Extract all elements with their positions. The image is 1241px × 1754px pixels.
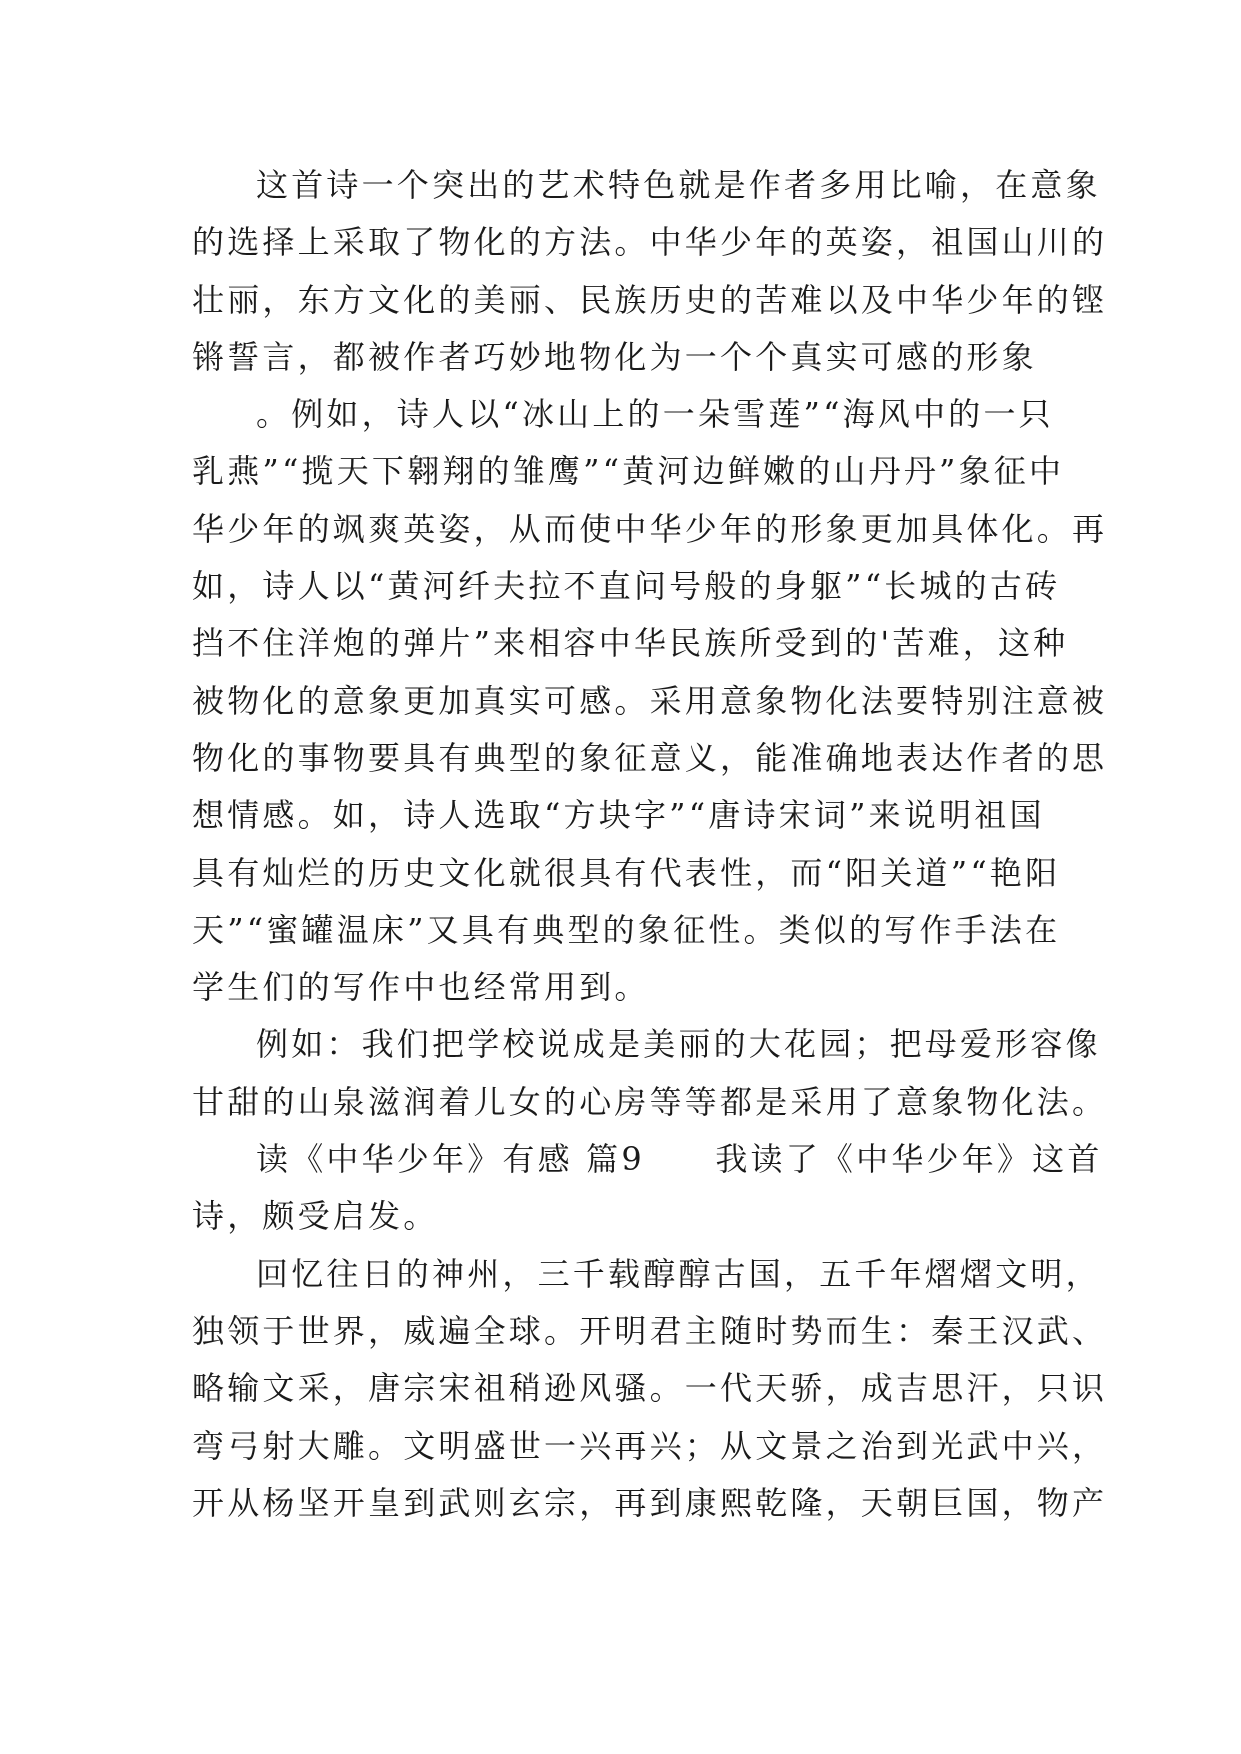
text-line: 甘甜的山泉滋润着儿女的心房等等都是采用了意象物化法。 xyxy=(192,1082,1108,1121)
text-line: 物化的事物要具有典型的象征意义，能准确地表达作者的思 xyxy=(192,738,1108,777)
text-line: 挡不住洋炮的弹片”来相容中华民族所受到的'苦难，这种 xyxy=(192,624,1069,663)
text-line: 读《中华少年》有感 篇9 我读了《中华少年》这首 xyxy=(256,1140,1103,1179)
text-line: 锵誓言，都被作者巧妙地物化为一个个真实可感的形象 xyxy=(192,337,1037,376)
text-line: 天”“蜜罐温床”又具有典型的象征性。类似的写作手法在 xyxy=(192,910,1061,949)
text-line: 壮丽，东方文化的美丽、民族历史的苦难以及中华少年的铿 xyxy=(192,280,1108,319)
text-line: 被物化的意象更加真实可感。采用意象物化法要特别注意被 xyxy=(192,681,1108,720)
text-line: 这首诗一个突出的艺术特色就是作者多用比喻，在意象 xyxy=(256,166,1101,204)
text-line: 具有灿烂的历史文化就很具有代表性，而“阳关道”“艳阳 xyxy=(192,853,1061,892)
text-line: 学生们的写作中也经常用到。 xyxy=(192,968,650,1007)
text-line: 想情感。如，诗人选取“方块字”“唐诗宋词”来说明祖国 xyxy=(192,796,1045,835)
text-line: 弯弓射大雕。文明盛世一兴再兴；从文景之治到光武中兴， xyxy=(192,1426,1108,1465)
text-line: 略输文采，唐宗宋祖稍逊风骚。一代天骄，成吉思汗，只识 xyxy=(192,1369,1108,1408)
body-text xyxy=(192,157,1108,1532)
text-line: 。例如，诗人以“冰山上的一朵雪莲”“海风中的一只 xyxy=(256,395,1054,434)
text-line: 华少年的飒爽英姿，从而使中华少年的形象更加具体化。再 xyxy=(192,509,1108,548)
text-line: 如，诗人以“黄河纤夫拉不直问号般的身躯”“长城的古砖 xyxy=(192,567,1061,606)
text-line: 乳燕”“揽天下翱翔的雏鹰”“黄河边鲜嫩的山丹丹”象征中 xyxy=(192,452,1065,491)
text-line: 开从杨坚开皇到武则玄宗，再到康熙乾隆，天朝巨国，物产 xyxy=(192,1483,1108,1522)
text-line: 回忆往日的神州，三千载醇醇古国，五千年熠熠文明， xyxy=(256,1254,1101,1293)
text-line: 独领于世界，威遍全球。开明君主随时势而生：秦王汉武、 xyxy=(192,1311,1108,1350)
text-line: 的选择上采取了物化的方法。中华少年的英姿，祖国山川的 xyxy=(192,223,1108,262)
text-line: 诗，颇受启发。 xyxy=(192,1197,439,1236)
text-line: 例如：我们把学校说成是美丽的大花园；把母爱形容像 xyxy=(256,1025,1101,1064)
